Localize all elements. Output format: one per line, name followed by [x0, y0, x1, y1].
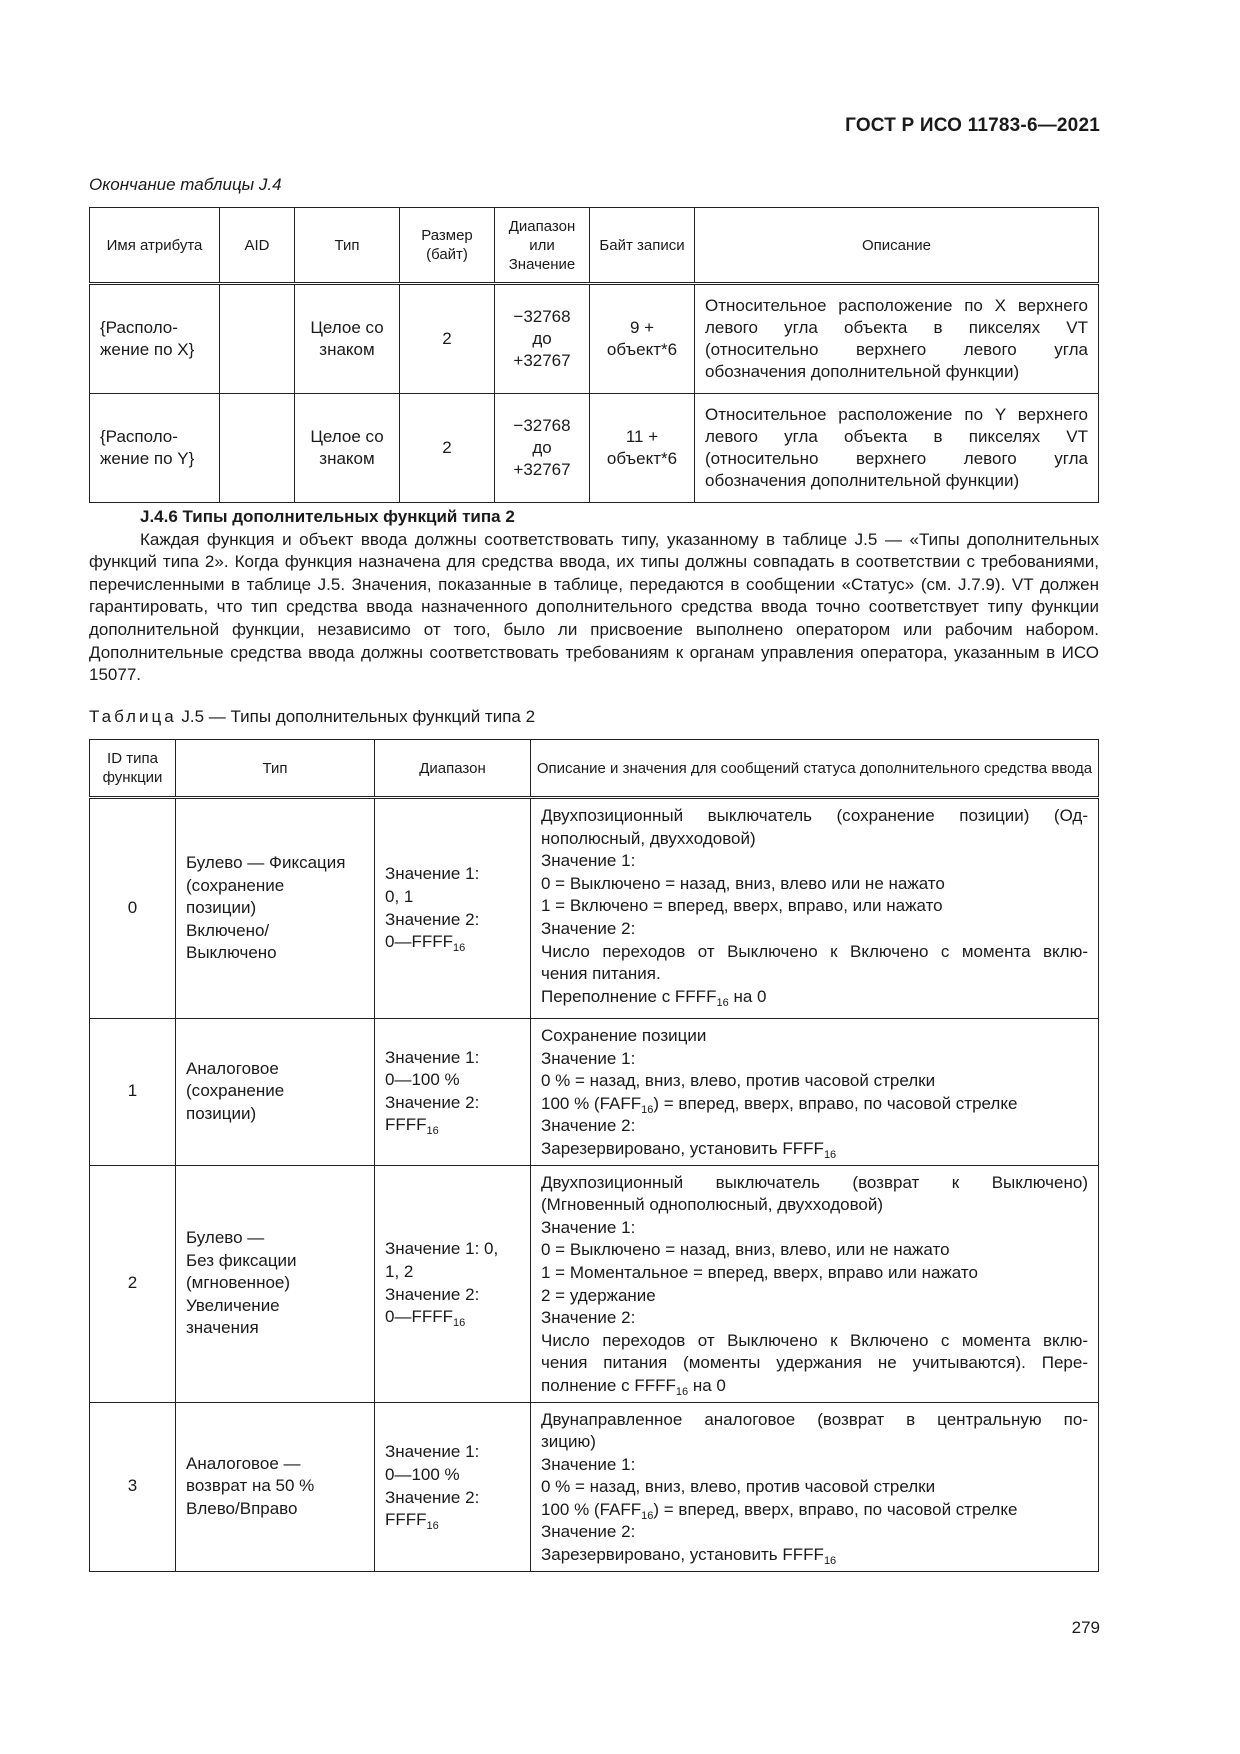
table-j4	[89, 207, 1099, 503]
table-row	[90, 394, 1099, 503]
cell-range: Значение 1: 0, 1, 2 Значение 2: $0—FFFF_{16}$	[375, 1165, 531, 1402]
table-title: J.5 — Типы дополнительных функций типа 2	[181, 707, 536, 726]
cell-function-id: 1	[90, 1019, 176, 1166]
col-header-description: Описание и значения для сообщений статуса дополнительного средства ввода	[531, 740, 1099, 798]
cell-size: 2	[400, 284, 495, 394]
cell-description: Относительное расположение по Y верхнего левого угла объекта в пикселях VT (относительно верхнего левого угла обозначения дополнительной функции)	[695, 394, 1099, 503]
cell-type: Аналоговое (сохранение позиции)	[176, 1019, 375, 1166]
table-row	[90, 1019, 1099, 1166]
table-row	[90, 284, 1099, 394]
col-header-range: Диапазон или Значение	[495, 208, 590, 284]
cell-type: Целое со знаком	[295, 284, 400, 394]
cell-attr-name: {Располо-жение по Y}	[90, 394, 220, 503]
cell-type: Булево — Фиксация (сохранение позиции) Включено/ Выключено	[176, 798, 375, 1019]
cell-type: Булево — Без фиксации (мгновенное) Увеличение значения	[176, 1165, 375, 1402]
cell-type: Аналоговое — возврат на 50 % Влево/Вправо	[176, 1402, 375, 1571]
cell-aid	[220, 394, 295, 503]
cell-function-id: 2	[90, 1165, 176, 1402]
cell-description: Сохранение позиции Значение 1: 0 % = назад, вниз, влево, против часовой стрелки 100 % $(FAFF_{16})$ = вперед, вверх, вправо, по часовой стрелке Значение 2: Зарезервировано, установить $FFFF_{16}$	[531, 1019, 1099, 1166]
col-header-type: Тип	[295, 208, 400, 284]
section-heading: J.4.6 Типы дополнительных функций типа 2	[140, 507, 515, 526]
col-header-size: Размер (байт)	[400, 208, 495, 284]
cell-range: Значение 1: 0—100 % Значение 2: $FFFF_{16}$	[375, 1019, 531, 1166]
table-j5	[89, 739, 1099, 1572]
cell-record-byte: 9 + объект*6	[590, 284, 695, 394]
cell-range: Значение 1: 0, 1 Значение 2: $0—FFFF_{16}$	[375, 798, 531, 1019]
cell-range: Значение 1: 0—100 % Значение 2: $FFFF_{16}$	[375, 1402, 531, 1571]
col-header-range: Диапазон	[375, 740, 531, 798]
table-row	[90, 1165, 1099, 1402]
cell-record-byte: 11 + объект*6	[590, 394, 695, 503]
col-header-record-byte: Байт записи	[590, 208, 695, 284]
table-j5-caption	[89, 707, 535, 727]
table-row	[90, 798, 1099, 1019]
cell-description: Двухпозиционный выключатель (сохранение позиции) (Од- нополюсный, двухходовой) Значение 1: 0 = Выключено = назад, вниз, влево или не нажато 1 = Включено = вперед, вверх, вправо, или нажато Значение 2: Число переходов от Выключено к Включено с момента вклю- чения питания. Переполнение с $FFFF_{16}$ на 0	[531, 798, 1099, 1019]
cell-description: Двухпозиционный выключатель (возврат к Выключено) (Мгновенный однополюсный, двухходовой) Значение 1: 0 = Выключено = назад, вниз, влево, или не нажато 1 = Моментальное = вперед, вверх, вправо или нажато 2 = удержание Значение 2: Число переходов от Выключено к Включено с момента вклю- чения питания (моменты удержания не учитываются). Пере- полнение с $FFFF_{16}$ на 0	[531, 1165, 1099, 1402]
table-j5-header-row	[90, 740, 1099, 798]
cell-attr-name: {Располо-жение по X}	[90, 284, 220, 394]
cell-type: Целое со знаком	[295, 394, 400, 503]
cell-function-id: 3	[90, 1402, 176, 1571]
document-header: ГОСТ Р ИСО 11783-6—2021	[845, 115, 1100, 136]
cell-description: Относительное расположение по X верхнего левого угла объекта в пикселях VT (относительно верхнего левого угла обозначения дополнительной функции)	[695, 284, 1099, 394]
table-label: Таблица	[89, 707, 177, 726]
page-number: 279	[1071, 1618, 1100, 1637]
col-header-aid: AID	[220, 208, 295, 284]
col-header-description: Описание	[695, 208, 1099, 284]
col-header-function-id: ID типа функции	[90, 740, 176, 798]
col-header-attr-name: Имя атрибута	[90, 208, 220, 284]
cell-description: Двунаправленное аналоговое (возврат в центральную по- зицию) Значение 1: 0 % = назад, вниз, влево, против часовой стрелки 100 % $(FAFF_{16})$ = вперед, вверх, вправо, по часовой стрелке Значение 2: Зарезервировано, установить $FFFF_{16}$	[531, 1402, 1099, 1571]
cell-range: −32768 до +32767	[495, 284, 590, 394]
section-paragraph: Каждая функция и объект ввода должны соответствовать типу, указанному в таблице J.5 — «Типы дополнительных функций типа 2». Когда функция назначена для средства ввода, их типы должны совпадать в соответствии с требованиями, перечисленными в таблице J.5. Значения, показанные в таблице, передаются в сообщении «Статус» (см. J.7.9). VT должен гарантировать, что тип средства ввода назначенного дополнительного средства ввода точно соответствует типу функции дополнительной функции, независимо от того, было ли присвоение выполнено оператором или рабочим набором. Дополнительные средства ввода должны соответствовать требованиям к органам управления оператора, указанным в ИСО 15077.	[89, 529, 1099, 685]
cell-aid	[220, 284, 295, 394]
cell-size: 2	[400, 394, 495, 503]
section-j-4-6	[89, 506, 1099, 687]
table-j4-caption: Окончание таблицы J.4	[89, 175, 282, 194]
cell-function-id: 0	[90, 798, 176, 1019]
cell-range: −32768 до +32767	[495, 394, 590, 503]
col-header-type: Тип	[176, 740, 375, 798]
table-j4-header-row	[90, 208, 1099, 284]
table-row	[90, 1402, 1099, 1571]
